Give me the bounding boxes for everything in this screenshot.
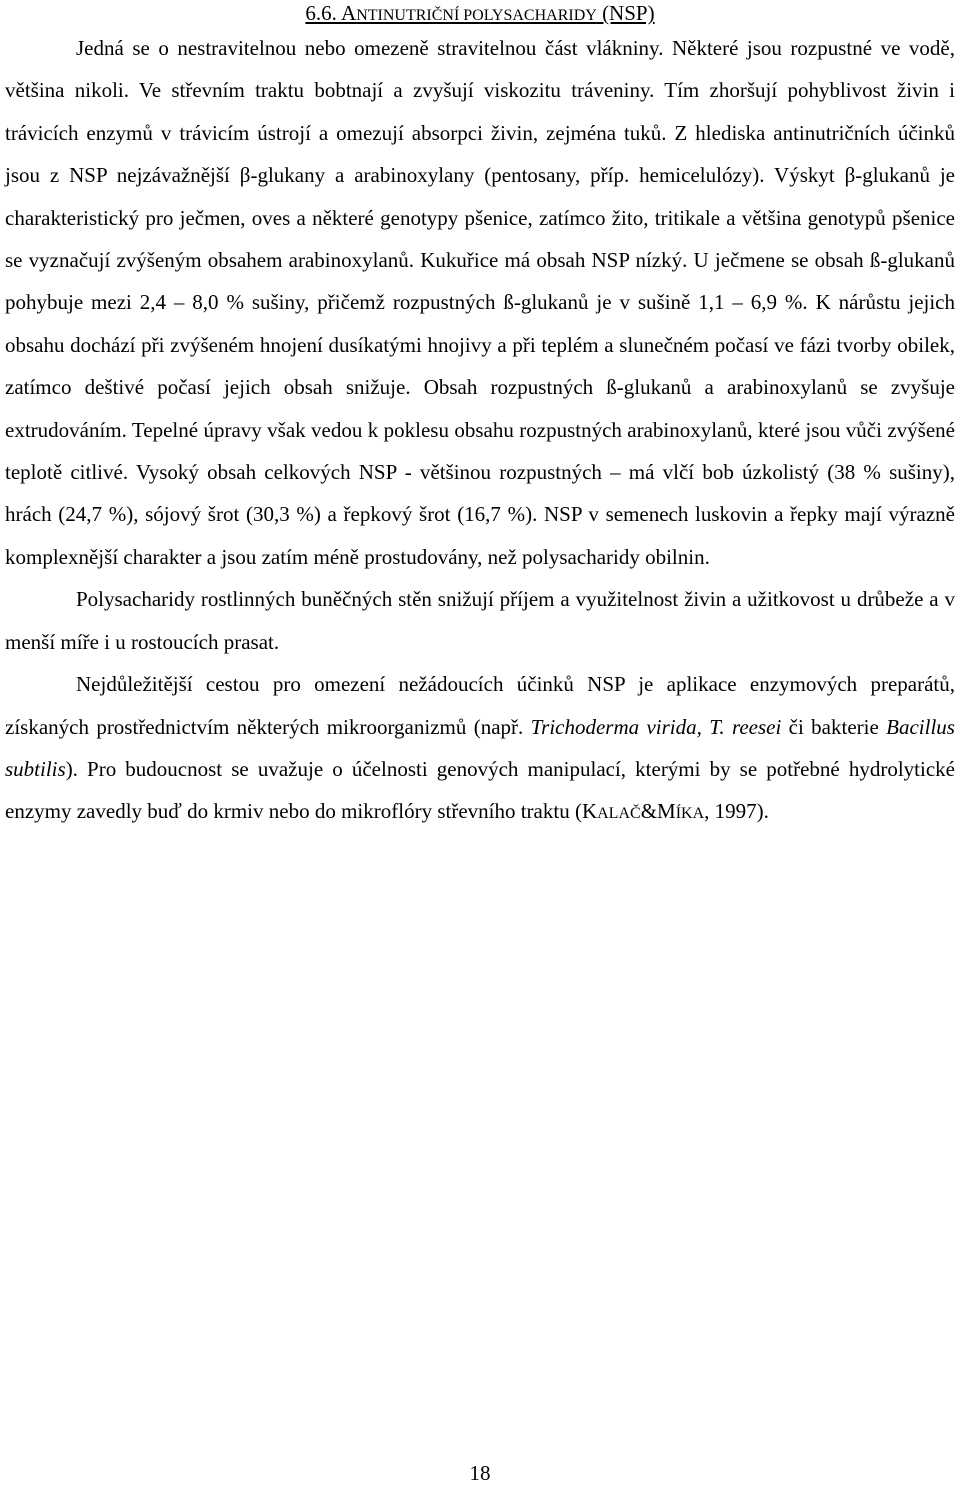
citation-author-2-rest: ÍKA [675,805,705,823]
paragraph-3-text-part-2: či bakterie [781,714,887,739]
paragraph-1-text: Jedná se o nestravitelnou nebo omezeně stravitelnou část vlákniny. Některé jsou rozpustné ve vodě, většina nikoli. Ve střevním traktu bobtnají a zvyšují viskozitu tráveniny. Tím zhoršují pohyblivost živin i trávicích enzymů v trávicím ústrojí a omezují absorpci živin, zejména tuků. Z hlediska antinutričních účinků jsou z NSP nejzávažnější β-glukany a arabinoxylany (pentosany, příp. hemicelulózy). Výskyt β-glukanů je charakteristický pro ječmen, oves a některé genotypy pšenice, zatímco žito, tritikale a většina genotypů pšenice se vyznačují zvýšeným obsahem arabinoxylanů. Kukuřice má obsah NSP nízký. U ječmene se obsah ß-glukanů pohybuje mezi 2,4 – 8,0 % sušiny, přičemž rozpustných ß-glukanů je v sušině 1,1 – 6,9 %. K nárůstu jejich obsahu dochází při zvýšeném hnojení dusíkatými hnojivy a při teplém a slunečném počasí ve fázi tvorby obilek, zatímco deštivé počasí jejich obsah snižuje. Obsah rozpustných ß-glukanů a arabinoxylanů se zvyšuje extrudováním. Tepelné úpravy však vedou k poklesu obsahu rozpustných arabinoxylanů, které jsou vůči zvýšené teplotě citlivé. Vysoký obsah celkových NSP - většinou rozpustných – má vlčí bob úzkolistý (38 % sušiny), hrách (24,7 %), sójový šrot (30,3 %) a řepkový šrot (16,7 %). NSP v semenech luskovin a řepky mají výrazně komplexnější charakter a jsou zatím méně prostudovány, než polysacharidy obilnin. [5,36,955,569]
heading-first-letter: A [341,1,357,25]
species-name-bacillus: Bacillus subtilis [5,714,955,781]
document-body [5,27,955,836]
citation-author-2-initial: &M [640,799,676,824]
heading-abbreviation: (NSP) [596,1,655,25]
species-name-trichoderma: Trichoderma virida, T. reesei [530,714,782,739]
paragraph-3-text-part-3: ). Pro budoucnost se uvažuje o účelnosti genových manipulací, kterými by se potřebné hydrolytické enzymy zavedly buď do krmiv nebo do mikroflóry střevního traktu ( [5,756,955,824]
citation-year: , 1997). [704,799,769,824]
citation-author-1-initial: K [581,799,598,824]
citation [582,799,769,823]
paragraph-1 [5,27,955,578]
section-heading [0,0,960,29]
paragraph-2 [5,578,955,663]
paragraph-3-text-part-1: Nejdůležitější cestou pro omezení nežádoucích účinků NSP je aplikace enzymových preparátů, získaných prostřednictvím některých mikroorganizmů (např. [5,672,955,739]
section-number: 6.6. [305,1,342,25]
page-number: 18 [469,1461,491,1485]
paragraph-2-text: Polysacharidy rostlinných buněčných stěn snižují příjem a využitelnost živin a užitkovost u drůbeže a v menší míře i u rostoucích prasat. [5,587,955,654]
heading-title: NTINUTRIČNÍ POLYSACHARIDY [356,7,597,24]
paragraph-3 [5,663,955,836]
citation-author-1-rest: ALAČ [597,805,641,823]
